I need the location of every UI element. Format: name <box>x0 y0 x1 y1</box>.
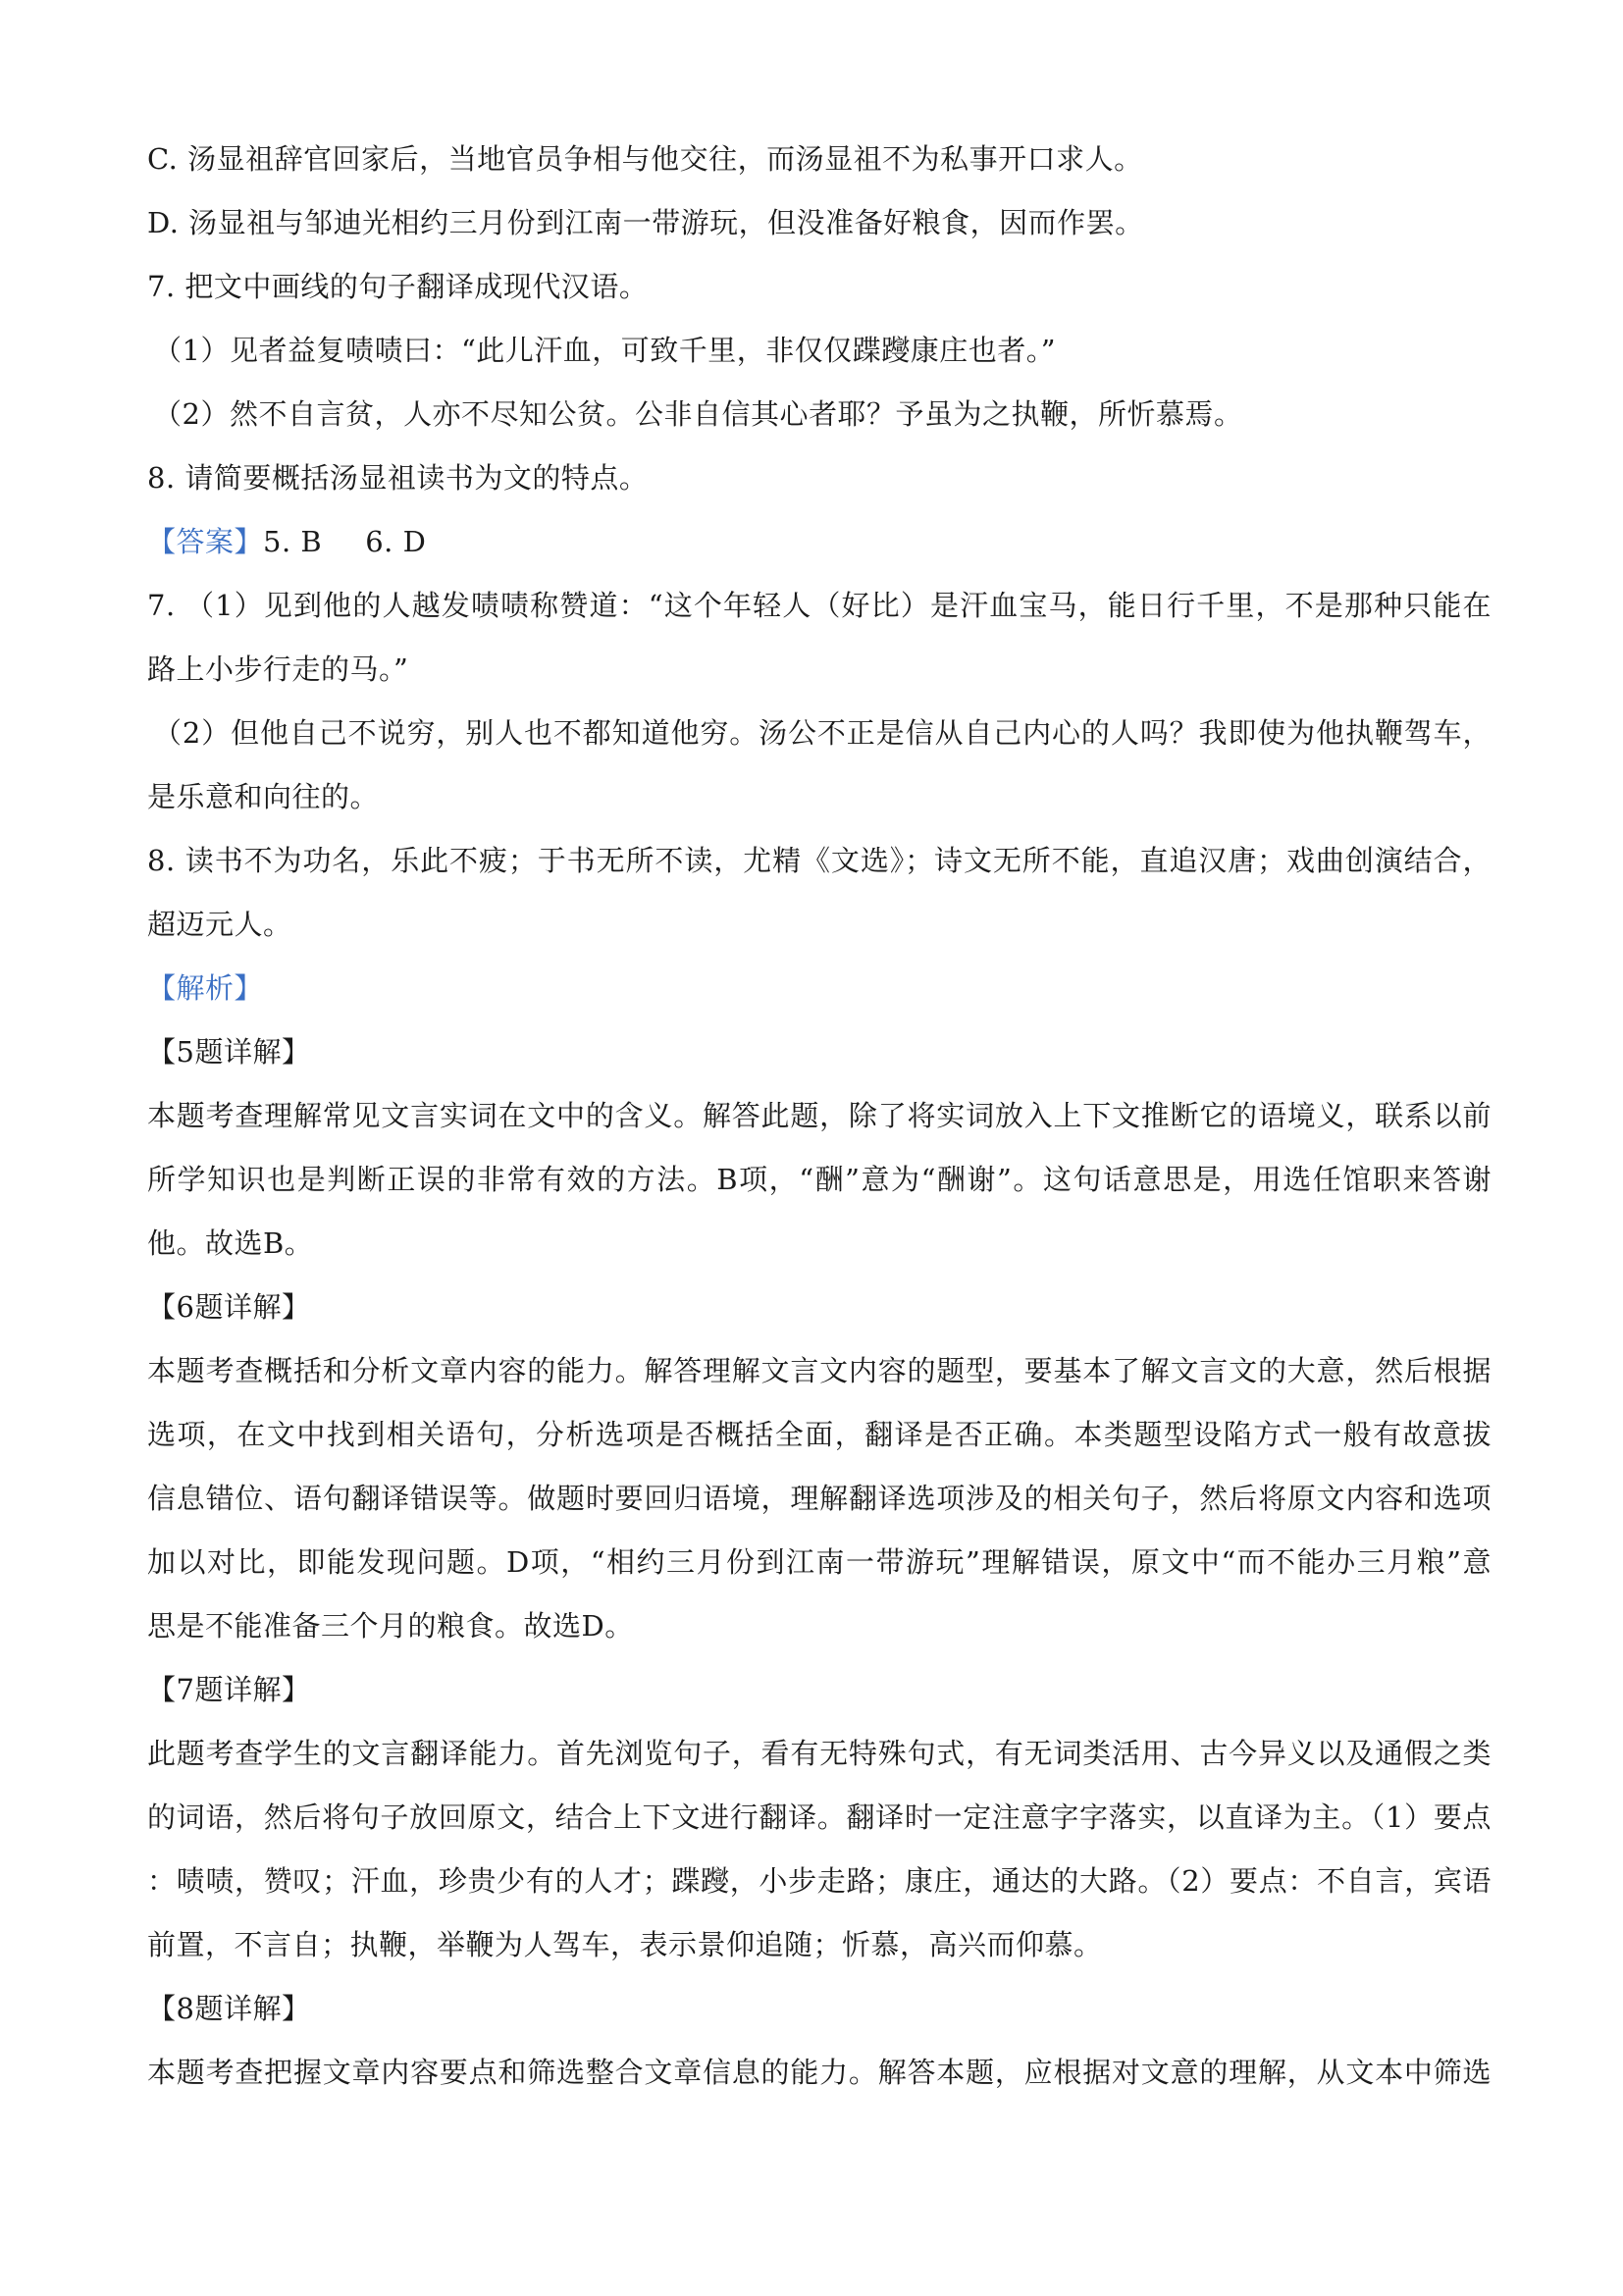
answer-7-line-3: （2）但他自己不说穷，别人也不都知道他穷。汤公不正是信从自己内心的人吗？我即使为他执鞭驾车， <box>153 716 1492 750</box>
section-7-line-3: ：啧啧，赞叹；汗血，珍贵少有的人才；蹀躞，小步走路；康庄，通达的大路。（2）要点：不自言，宾语 <box>147 1864 1492 1898</box>
answer-tag: 【答案】 <box>147 525 264 558</box>
answer-line <box>147 510 1492 574</box>
section-7-heading: 【7题详解】 <box>147 1673 311 1706</box>
section-5-line-3: 他。故选B。 <box>147 1226 314 1260</box>
option-c: C. 汤显祖辞官回家后，当地官员争相与他交往，而汤显祖不为私事开口求人。 <box>147 142 1143 176</box>
section-7-line-1: 此题考查学生的文言翻译能力。首先浏览句子，看有无特殊句式，有无词类活用、古今异义以及通假之类 <box>147 1737 1492 1770</box>
answer-7-line-4: 是乐意和向往的。 <box>147 780 380 813</box>
question-7: 7. 把文中画线的句子翻译成现代汉语。 <box>147 270 649 303</box>
document-page <box>147 128 1492 2105</box>
section-8-heading: 【8题详解】 <box>147 1992 311 2025</box>
section-5-heading: 【5题详解】 <box>147 1035 311 1069</box>
section-6-line-4: 加以对比，即能发现问题。D项，“相约三月份到江南一带游玩”理解错误，原文中“而不能办三月粮”意 <box>147 1545 1492 1579</box>
answer-7-line-2: 路上小步行走的马。” <box>147 652 409 686</box>
section-5-line-1: 本题考查理解常见文言实词在文中的含义。解答此题，除了将实词放入上下文推断它的语境义，联系以前 <box>147 1099 1492 1132</box>
analysis-tag: 【解析】 <box>147 971 264 1005</box>
section-7-line-4: 前置，不言自；执鞭，举鞭为人驾车，表示景仰追随；忻慕，高兴而仰慕。 <box>147 1928 1103 1961</box>
question-8: 8. 请简要概括汤显祖读书为文的特点。 <box>147 461 649 495</box>
section-8-line-1: 本题考查把握文章内容要点和筛选整合文章信息的能力。解答本题，应根据对文意的理解，从文本中筛选 <box>147 2056 1492 2089</box>
option-d: D. 汤显祖与邹迪光相约三月份到江南一带游玩，但没准备好粮食，因而作罢。 <box>147 206 1144 239</box>
answer-7-line-1: 7. （1）见到他的人越发啧啧称赞道：“这个年轻人（好比）是汗血宝马，能日行千里，不是那种只能在 <box>147 589 1492 622</box>
section-6-line-3: 信息错位、语句翻译错误等。做题时要回归语境，理解翻译选项涉及的相关句子，然后将原文内容和选项 <box>147 1482 1492 1515</box>
answer-8-line-1: 8. 读书不为功名，乐此不疲；于书无所不读，尤精《文选》；诗文无所不能，直追汉唐；戏曲创演结合， <box>147 844 1492 877</box>
question-7-sentence-1: （1）见者益复啧啧曰：“此儿汗血，可致千里，非仅仅蹀躞康庄也者。” <box>153 334 1057 367</box>
section-6-line-5: 思是不能准备三个月的粮食。故选D。 <box>147 1609 634 1643</box>
answer-8-line-2: 超迈元人。 <box>147 908 292 941</box>
section-6-line-2: 选项，在文中找到相关语句，分析选项是否概括全面，翻译是否正确。本类题型设陷方式一般有故意拔 <box>147 1418 1492 1451</box>
section-6-heading: 【6题详解】 <box>147 1290 311 1324</box>
section-7-line-2: 的词语，然后将句子放回原文，结合上下文进行翻译。翻译时一定注意字字落实，以直译为主。（1）要点 <box>147 1800 1492 1834</box>
question-7-sentence-2: （2）然不自言贫，人亦不尽知公贫。公非自信其心者耶？予虽为之执鞭，所忻慕焉。 <box>153 397 1243 431</box>
answer-6: 6. D <box>365 525 427 558</box>
answer-5: 5. B <box>263 525 323 558</box>
section-5-line-2: 所学知识也是判断正误的非常有效的方法。B项，“酬”意为“酬谢”。这句话意思是，用选任馆职来答谢 <box>147 1163 1492 1196</box>
section-6-line-1: 本题考查概括和分析文章内容的能力。解答理解文言文内容的题型，要基本了解文言文的大意，然后根据 <box>147 1354 1492 1387</box>
